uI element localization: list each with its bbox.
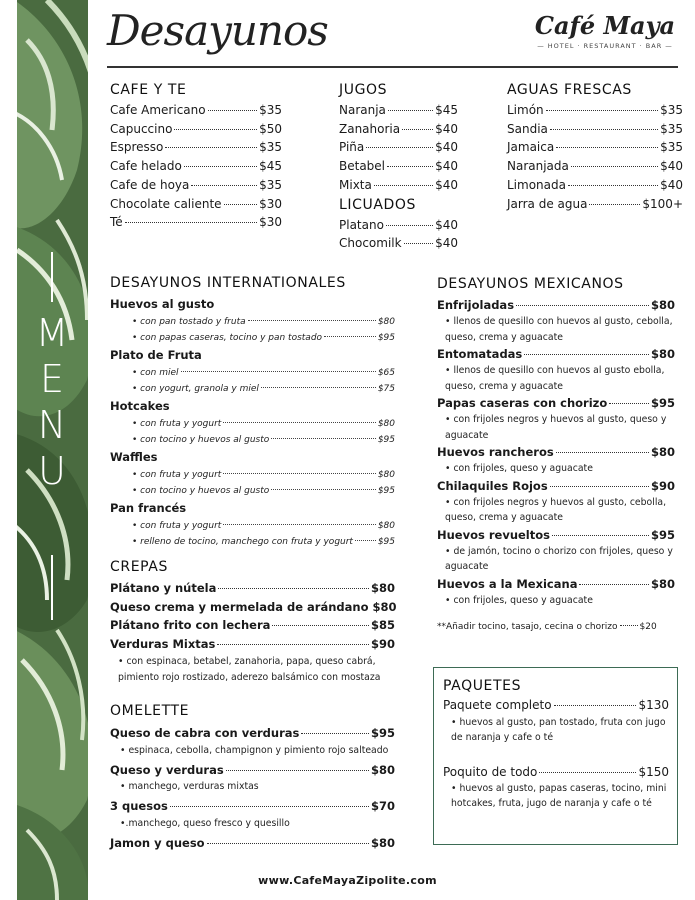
item-description: • huevos al gusto, papas caseras, tocino, mini hotcakes, fruta, jugo de naranja y cafe o té [451, 783, 667, 810]
dot-leader [579, 584, 649, 585]
section-title: DESAYUNOS INTERNATIONALES [110, 275, 346, 291]
item-price: $80 [372, 599, 397, 614]
item-price: $45 [435, 103, 458, 117]
dot-leader [388, 110, 433, 111]
item-price: $35 [660, 121, 683, 136]
option-text: • con tocino y huevos al gusto [132, 486, 270, 497]
menu-item [110, 834, 395, 853]
dot-leader [271, 489, 376, 490]
item-price: $40 [660, 177, 683, 192]
item-price: $40 [435, 236, 458, 251]
mexicanos-list [437, 297, 675, 608]
item-name: Naranjada [507, 159, 569, 174]
item-price: $95 [370, 726, 395, 740]
dot-leader [301, 733, 369, 734]
licuados-list [339, 216, 458, 253]
dot-leader [546, 110, 658, 111]
menu-line-top [51, 252, 53, 302]
dish-option [110, 518, 395, 534]
item-name: Papas caseras con chorizo [437, 396, 608, 410]
option-price: $95 [377, 332, 395, 343]
section-title: LICUADOS [339, 196, 417, 213]
dot-leader [554, 705, 637, 706]
item-name: Plátano y nútela [110, 581, 217, 595]
dot-leader [524, 354, 649, 355]
menu-letter: M [35, 311, 70, 355]
dot-leader [261, 387, 376, 388]
dot-leader [174, 129, 257, 130]
menu-item [110, 635, 395, 654]
option-price: $65 [377, 367, 395, 378]
menu-item [110, 101, 282, 120]
item-description: • manchego, verduras mixtas [120, 781, 259, 793]
dish-heading: Huevos al gusto [110, 297, 215, 311]
section-aguas-frescas [507, 82, 683, 213]
item-name: Espresso [110, 140, 164, 155]
section-jugos [339, 82, 458, 253]
dot-leader [355, 540, 376, 541]
dot-leader [184, 166, 257, 167]
dot-leader [550, 486, 649, 487]
dish-option [110, 467, 395, 483]
dish-option [110, 416, 395, 432]
item-name: Cafe de hoya [110, 177, 190, 192]
menu-item [437, 395, 675, 412]
item-name: Huevos revueltos [437, 527, 550, 542]
item-name: Poquito de todo [443, 764, 538, 779]
dot-leader [272, 625, 369, 626]
section-mexicanos [437, 276, 675, 637]
item-price: $80 [650, 298, 675, 312]
menu-item [110, 138, 282, 157]
menu-item [437, 297, 675, 314]
menu-item [110, 761, 395, 780]
item-price: $35 [660, 140, 683, 155]
menu-item [443, 696, 669, 715]
item-price: $50 [259, 121, 282, 136]
menu-item [437, 346, 675, 363]
menu-item [339, 157, 458, 176]
option-text: • con fruta y yogurt [132, 470, 222, 481]
dot-leader [181, 371, 376, 372]
item-price: $130 [638, 698, 669, 712]
item-name: Huevos a la Mexicana [437, 576, 578, 591]
dish-option [110, 432, 395, 448]
section-crepas [110, 559, 395, 686]
item-name: Chilaquiles Rojos [437, 478, 548, 493]
paquetes-list [443, 696, 669, 811]
dot-leader [208, 110, 257, 111]
dot-leader [224, 204, 258, 205]
dish-option [110, 330, 395, 346]
paquetes-box [433, 667, 678, 845]
dot-leader [217, 644, 369, 645]
menu-item [437, 478, 675, 495]
section-title: PAQUETES [443, 678, 522, 694]
menu-item [339, 216, 458, 235]
crepas-list [110, 579, 395, 654]
dot-leader [568, 185, 658, 186]
internacionales-list [110, 295, 395, 551]
logo-subtitle: — HOTEL · RESTAURANT · BAR — [537, 42, 673, 50]
header-rule [107, 66, 678, 68]
option-price: $95 [377, 486, 395, 497]
section-title: JUGOS [339, 82, 388, 98]
item-price: $80 [370, 581, 395, 595]
menu-letter: N [37, 403, 68, 447]
dot-leader [609, 403, 649, 404]
item-name: Queso crema y mermelada de arándano [110, 599, 369, 614]
item-description: • con frijoles negros y huevos al gusto, queso y aguacate [445, 414, 667, 441]
item-price: $35 [259, 103, 282, 117]
menu-item [339, 120, 458, 139]
menu-item [339, 176, 458, 195]
dot-leader [170, 806, 369, 807]
item-price: $80 [370, 836, 395, 851]
menu-item [110, 724, 395, 743]
item-name: Entomatadas [437, 347, 523, 361]
dot-leader [552, 535, 649, 536]
menu-item [110, 120, 282, 139]
omelette-list [110, 724, 395, 853]
dish-option [110, 483, 395, 499]
item-name: Mixta [339, 177, 372, 192]
menu-line-bottom [51, 555, 53, 620]
item-name: Verduras Mixtas [110, 637, 216, 652]
dot-leader [218, 588, 369, 589]
dot-leader [223, 422, 375, 423]
item-price: $30 [259, 196, 282, 211]
item-name: Limón [507, 103, 544, 117]
menu-item [507, 176, 683, 195]
option-text: • con miel [132, 367, 179, 378]
item-price: $95 [650, 527, 675, 542]
page-title: Desayunos [107, 6, 328, 55]
section-title: OMELETTE [110, 703, 190, 719]
menu-item [507, 157, 683, 176]
item-price: $80 [370, 762, 395, 777]
item-price: $150 [638, 764, 669, 779]
dish-heading: Hotcakes [110, 399, 170, 414]
item-name: Platano [339, 217, 384, 232]
option-price: $80 [377, 418, 395, 429]
dot-leader [550, 129, 658, 130]
dot-leader [386, 225, 433, 226]
item-name: Cafe helado [110, 159, 182, 174]
dot-leader [191, 185, 257, 186]
dot-leader [556, 452, 649, 453]
item-price: $95 [650, 396, 675, 410]
menu-item [507, 120, 683, 139]
dot-leader [571, 166, 658, 167]
item-name: Enfrijoladas [437, 298, 515, 312]
dot-leader [223, 473, 375, 474]
leaf-strip [17, 0, 88, 900]
dot-leader [589, 204, 640, 205]
item-name: Huevos rancheros [437, 445, 554, 459]
dish-option [110, 534, 395, 550]
item-price: $40 [435, 140, 458, 155]
item-description: • con frijoles, queso y aguacate [445, 463, 593, 474]
dish-heading: Waffles [110, 450, 158, 465]
option-text: • relleno de tocino, manchego con fruta y yogurt [132, 537, 353, 548]
menu-item [110, 797, 395, 816]
dot-leader [387, 166, 433, 167]
item-name: Cafe Americano [110, 103, 206, 117]
item-description: • de jamón, tocino o chorizo con frijoles, queso y aguacate [445, 545, 673, 572]
menu-letter: U [38, 449, 67, 493]
option-text: • con tocino y huevos al gusto [132, 435, 270, 446]
item-price: $35 [259, 177, 282, 192]
item-name: Plátano frito con lechera [110, 618, 271, 633]
item-price: $90 [370, 637, 395, 652]
option-text: • con fruta y yogurt [132, 521, 222, 532]
dot-leader [248, 320, 376, 321]
item-price: $30 [259, 215, 282, 230]
item-price: $90 [650, 478, 675, 493]
dish-heading: Pan francés [110, 501, 187, 516]
menu-item [339, 138, 458, 157]
section-title: DESAYUNOS MEXICANOS [437, 276, 624, 292]
cafe-list [110, 101, 282, 232]
dish-option [110, 314, 395, 330]
item-price: $40 [660, 159, 683, 174]
item-price: $40 [435, 217, 458, 232]
menu-item [507, 138, 683, 157]
menu-letter: E [39, 357, 65, 401]
menu-item [110, 616, 395, 635]
menu-item [339, 101, 458, 120]
dot-leader [366, 147, 433, 148]
menu-item [110, 598, 395, 617]
item-price: $45 [259, 159, 282, 174]
section-paquetes [443, 678, 669, 811]
item-name: Chocolate caliente [110, 196, 222, 211]
dot-leader [374, 185, 433, 186]
option-text: • con yogurt, granola y miel [132, 384, 259, 395]
dot-leader [271, 438, 376, 439]
item-price: $80 [650, 445, 675, 459]
section-title: CAFE Y TE [110, 82, 187, 98]
item-price: $35 [660, 103, 683, 117]
item-description: • llenos de quesillo con huevos al gusto ebolla, queso, crema y aguacate [445, 365, 665, 392]
item-price: $35 [259, 140, 282, 155]
dot-leader [556, 147, 658, 148]
dish-heading: Plato de Fruta [110, 348, 202, 363]
item-name: Naranja [339, 103, 386, 117]
menu-item [437, 576, 675, 593]
section-title: CREPAS [110, 559, 168, 575]
item-price: $85 [370, 618, 395, 633]
item-name: Queso y verduras [110, 762, 224, 777]
item-description: • llenos de quesillo con huevos al gusto, cebolla, queso, crema y aguacate [445, 316, 673, 343]
menu-item [110, 176, 282, 195]
dot-leader [402, 129, 433, 130]
item-price: $80 [650, 576, 675, 591]
dot-leader [226, 770, 369, 771]
dish-option [110, 381, 395, 397]
item-name: Betabel [339, 159, 386, 174]
menu-vertical-label [17, 310, 88, 494]
item-price: $70 [370, 799, 395, 814]
option-price: $80 [377, 521, 395, 532]
item-name: Sandia [507, 121, 548, 136]
dot-leader [165, 147, 257, 148]
menu-item [110, 195, 282, 214]
item-name: Paquete completo [443, 698, 552, 712]
dot-leader [516, 305, 649, 306]
aguas-list [507, 101, 683, 213]
cafe-maya-logo [532, 12, 678, 50]
item-name: Jamaica [507, 140, 555, 155]
item-description: • con frijoles, queso y aguacate [445, 594, 593, 606]
menu-item [110, 157, 282, 176]
item-description: • huevos al gusto, pan tostado, fruta con jugo de naranja y cafe o té [451, 716, 666, 743]
dot-leader [207, 843, 369, 844]
menu-item [339, 234, 458, 253]
item-name: Piña [339, 140, 365, 155]
website-footer: www.CafeMayaZipolite.com [258, 874, 437, 887]
item-name: Té [110, 215, 123, 230]
dot-leader [404, 243, 434, 244]
item-name: Jamon y queso [110, 836, 205, 851]
item-description: • espinaca, cebolla, champignon y pimiento rojo salteado [120, 744, 389, 756]
item-name: Zanahoria [339, 121, 401, 136]
section-cafe-y-te [110, 82, 282, 232]
dot-leader [223, 524, 375, 525]
menu-item [507, 195, 683, 214]
item-price: $40 [435, 159, 458, 174]
section-internacionales [110, 275, 395, 551]
menu-item [110, 579, 395, 598]
item-name: Queso de cabra con verduras [110, 726, 300, 740]
item-name: Capuccino [110, 121, 173, 136]
option-text: • con pan tostado y fruta [132, 316, 246, 327]
dot-leader [324, 336, 376, 337]
option-text: • con papas caseras, tocino y pan tostado [132, 332, 323, 343]
section-omelette [110, 703, 395, 853]
menu-item [507, 101, 683, 120]
jugos-list [339, 101, 458, 195]
item-name: Chocomilk [339, 236, 402, 251]
option-price: $95 [377, 537, 395, 548]
item-name: 3 quesos [110, 799, 168, 814]
item-description: • con frijoles negros y huevos al gusto, cebolla, queso, crema y aguacate [445, 496, 667, 523]
dot-leader [125, 222, 257, 223]
option-price: $80 [377, 470, 395, 481]
menu-item [443, 763, 669, 782]
item-description: •.manchego, queso fresco y quesillo [120, 818, 290, 830]
item-name: Limonada [507, 177, 566, 192]
option-text: • con fruta y yogurt [132, 418, 222, 429]
menu-item [437, 527, 675, 544]
item-price: $80 [650, 347, 675, 361]
item-name: Jarra de agua [507, 196, 588, 211]
crepas-description: • con espinaca, betabel, zanahoria, papa, queso cabrá, pimiento rojo rostizado, aderezo balsámico con mostaza [118, 655, 381, 683]
option-price: $95 [377, 435, 395, 446]
option-price: $75 [377, 384, 395, 395]
menu-item [110, 213, 282, 232]
item-price: $40 [435, 177, 458, 192]
item-price: $100+ [642, 196, 683, 211]
section-title: AGUAS FRESCAS [507, 82, 632, 98]
dot-leader [539, 772, 636, 773]
item-price: $40 [435, 121, 458, 136]
add-ons-note: **Añadir tocino, tasajo, cecina o chorizo $20 [437, 622, 657, 632]
dish-option [110, 365, 395, 381]
logo-name: Café Maya [534, 11, 676, 40]
menu-item [437, 444, 675, 461]
option-price: $80 [377, 316, 395, 327]
